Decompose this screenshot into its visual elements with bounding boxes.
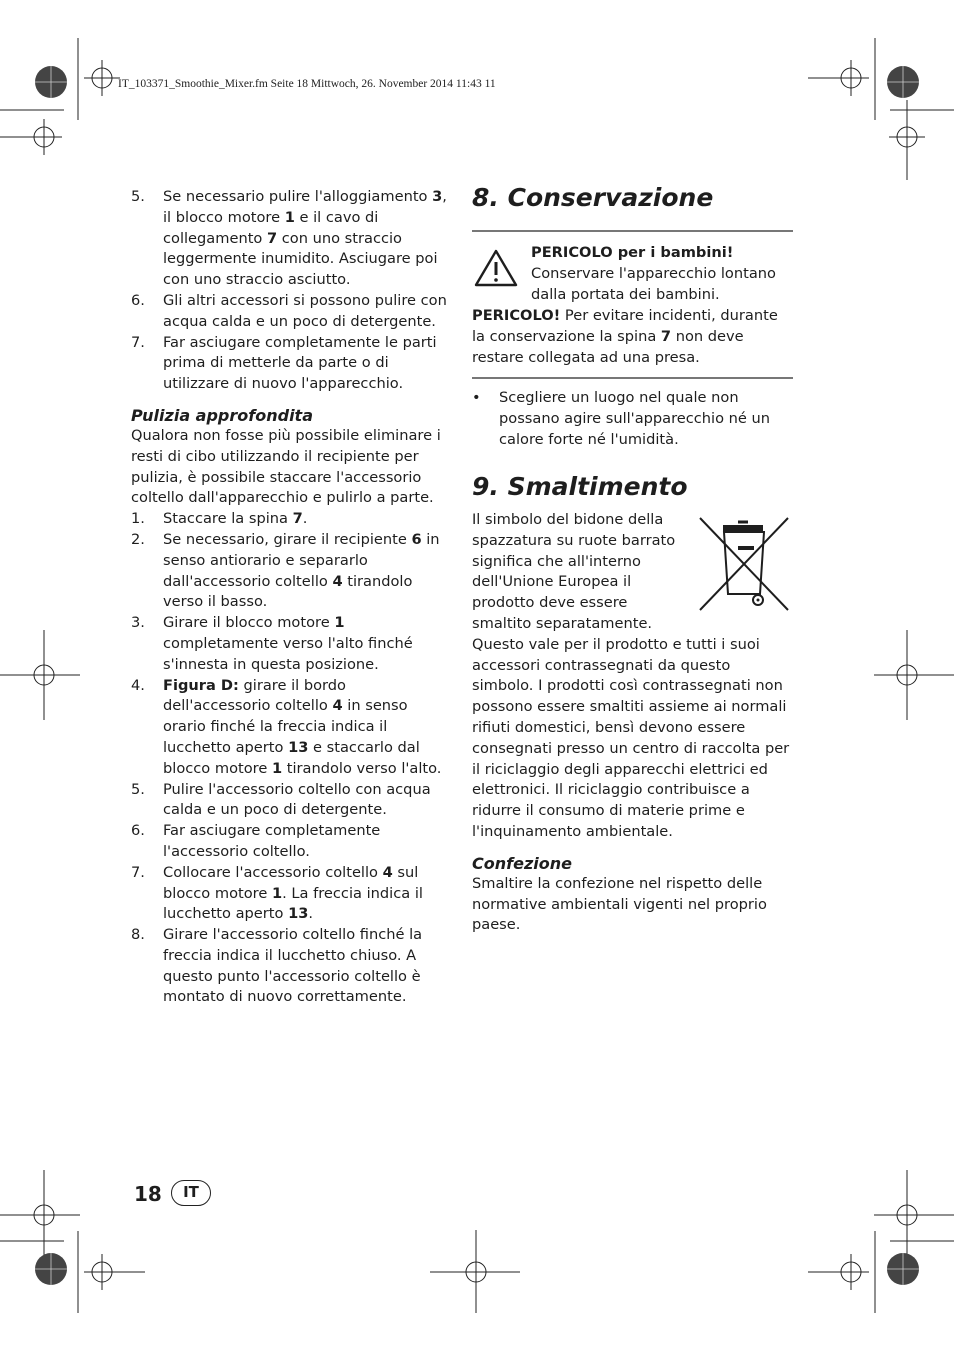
list-number: 7.: [131, 863, 145, 881]
list-item: [131, 187, 453, 291]
warning-triangle-icon: [474, 248, 518, 288]
list-number: 6.: [131, 822, 145, 840]
list-number: 3.: [131, 614, 145, 632]
cleaning-steps-list: [131, 187, 453, 395]
left-column: [131, 187, 453, 1008]
list-number: 4.: [131, 676, 145, 694]
subheading-deep-cleaning: Pulizia approfondita: [131, 405, 313, 425]
bullet-mark: •: [472, 389, 481, 406]
list-number: 8.: [131, 926, 145, 944]
section-title-storage: 8. Conservazione: [472, 183, 714, 212]
list-number: 2.: [131, 530, 145, 548]
subheading-packaging: Confezione: [472, 853, 572, 873]
list-text: Girare l'accessorio coltello finché la freccia indica il lucchetto chiuso. A questo punto l'accessorio coltello è montato di nuovo correttamente.: [163, 926, 423, 1006]
list-text: Se necessario, girare il recipiente 6 in senso antiorario e separarlo dall'accessorio coltello 4 tirandolo verso il basso.: [163, 530, 440, 611]
print-header: IT_103371_Smoothie_Mixer.fm Seite 18 Mittwoch, 26. November 2014 11:43 11: [118, 78, 496, 90]
float-spacer: [678, 510, 794, 622]
page-number: 18: [134, 1182, 162, 1206]
deep-cleaning-paragraph: Qualora non fosse più possibile eliminare i resti di cibo utilizzando il recipiente per pulizia, è possibile staccare l'accessorio coltello dall'apparecchio e pulirlo a parte.: [131, 426, 441, 507]
warning-danger-text: PERICOLO! Per evitare incidenti, durante la conservazione la spina 7 non deve restare collegata ad una presa.: [472, 307, 778, 366]
list-item: [131, 333, 453, 395]
list-number: 6.: [131, 291, 145, 309]
list-item: [131, 780, 453, 822]
list-text: Far asciugare completamente l'accessorio coltello.: [163, 822, 381, 860]
warning-children-text: PERICOLO per i bambini! Conservare l'apparecchio lontano dalla portata dei bambini.: [531, 244, 776, 303]
list-text: Staccare la spina 7.: [163, 510, 308, 528]
list-text: Se necessario pulire l'alloggiamento 3, il blocco motore 1 e il cavo di collegamento 7 con uno straccio leggermente inumidito. Asciugare poi con uno straccio asciutto.: [163, 188, 447, 289]
list-text: Gli altri accessori si possono pulire con acqua calda e un poco di detergente.: [163, 291, 447, 330]
list-number: 1.: [131, 510, 145, 528]
warning-box: [472, 230, 793, 379]
list-number: 7.: [131, 333, 145, 351]
list-item: [131, 821, 453, 863]
deep-cleaning-steps-list: [131, 509, 453, 1008]
list-number: 5.: [131, 188, 145, 205]
list-text: Far asciugare completamente le parti prima di metterle da parte o di utilizzare di nuovo l'apparecchio.: [163, 333, 437, 393]
list-text: Figura D: girare il bordo dell'accessorio coltello 4 in senso orario finché la freccia indica il lucchetto aperto 13 e staccarlo dal blocco motore 1 tirandolo verso l'alto.: [163, 676, 442, 777]
disposal-text: [472, 510, 794, 936]
list-item: [131, 863, 453, 925]
list-item: [131, 291, 453, 333]
list-number: 5.: [131, 780, 145, 798]
list-item: [131, 509, 453, 530]
packaging-paragraph: Smaltire la confezione nel rispetto delle normative ambientali vigenti nel proprio paese.: [472, 874, 767, 934]
section-title-disposal: 9. Smaltimento: [472, 472, 688, 501]
list-item: [131, 925, 453, 1008]
list-item: [472, 388, 794, 450]
list-text: Pulire l'accessorio coltello con acqua calda e un poco di detergente.: [163, 780, 431, 819]
storage-bullet: [472, 388, 794, 450]
list-item: [131, 613, 453, 675]
list-item: [131, 530, 453, 613]
list-text: Scegliere un luogo nel quale non possano agire sull'apparecchio né un calore forte né l'umidità.: [499, 389, 771, 448]
list-text: Collocare l'accessorio coltello 4 sul blocco motore 1. La freccia indica il lucchetto aperto 13.: [163, 863, 423, 923]
list-item: [131, 676, 453, 780]
disposal-paragraph: Il simbolo del bidone della spazzatura su ruote barrato significa che all'interno dell'Unione Europea il prodotto deve essere smaltito separatamente. Questo vale per il prodotto e tutti i suoi accessori contrassegnati da questo simbolo. I prodotti così contrassegnati non possono essere smaltiti assieme ai normali rifiuti domestici, bensì devono essere consegnati presso un centro di raccolta per il riciclaggio degli apparecchi elettrici ed elettronici. Il riciclaggio contribuisce a ridurre il consumo di materie prime e l'inquinamento ambientale.: [472, 511, 790, 840]
list-text: Girare il blocco motore 1 completamente verso l'alto finché s'innesta in questa posizione.: [163, 614, 413, 673]
language-badge: IT: [171, 1180, 211, 1206]
